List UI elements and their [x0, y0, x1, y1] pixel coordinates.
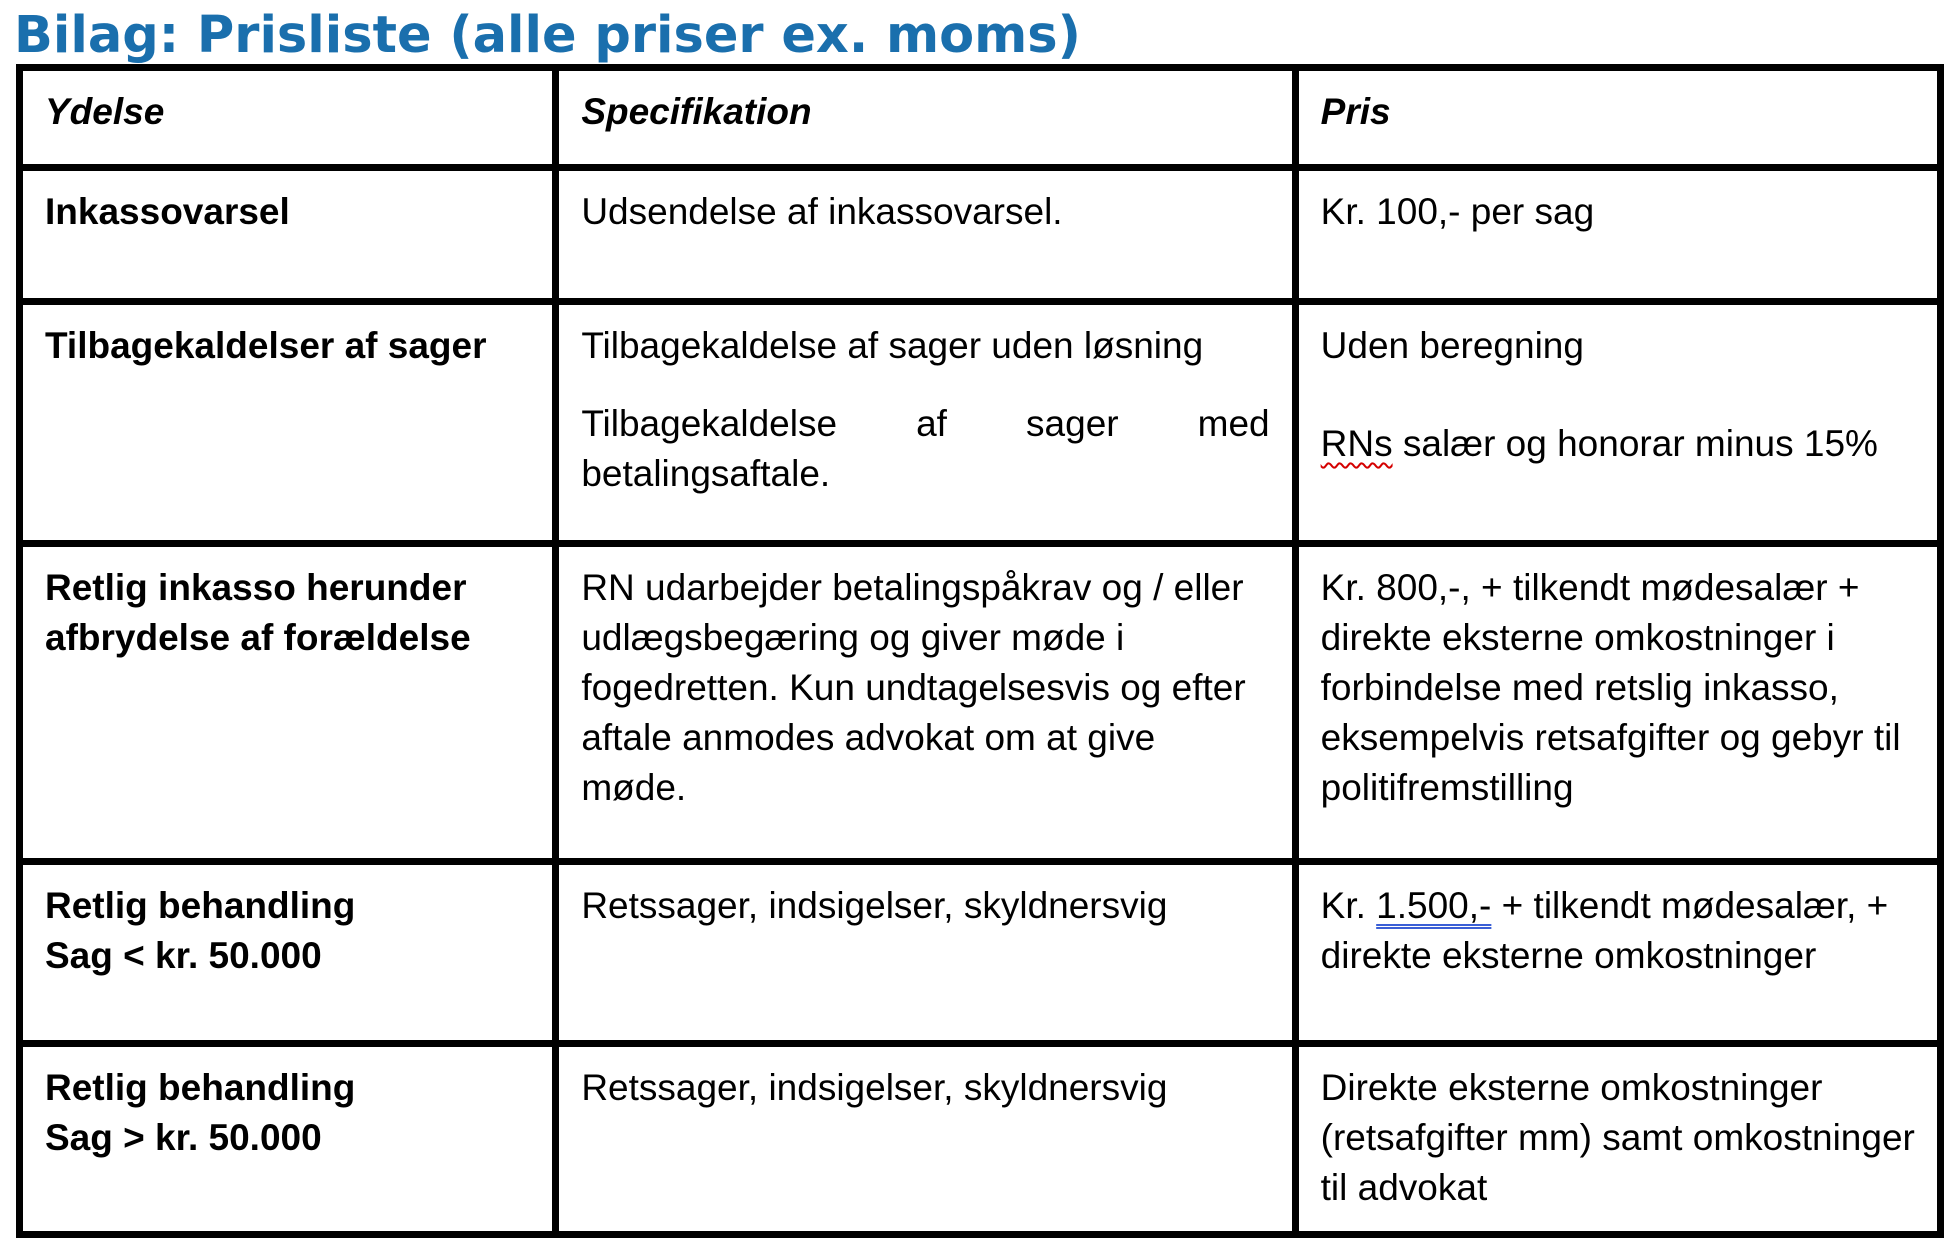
- specification-text: Udsendelse af inkassovarsel.: [581, 191, 1063, 232]
- service-text: Tilbagekaldelser af sager: [45, 325, 487, 366]
- service-text: Inkassovarsel: [45, 191, 290, 232]
- specification-text: Retssager, indsigelser, skyldnersvig: [581, 885, 1168, 926]
- specification-cell: [556, 1044, 1295, 1235]
- price-text: [1321, 419, 1915, 469]
- price-table: [16, 64, 1944, 1238]
- specification-text: Tilbagekaldelse af sager med betalingsaftale.: [581, 403, 1270, 494]
- price-text: [1321, 881, 1915, 981]
- price-cell: [1295, 168, 1940, 302]
- price-text: Uden beregning: [1320, 325, 1584, 366]
- specification-cell: [556, 862, 1295, 1044]
- service-cell: [20, 544, 556, 862]
- specification-text: RN udarbejder betalingspåkrav og / eller udlægsbegæring og giver møde i fogedretten. Kun undtagelsesvis og efter aftale anmodes advokat om at give møde.: [581, 567, 1246, 808]
- table-row: [20, 1044, 1941, 1235]
- service-text: Retlig behandling: [45, 1067, 356, 1108]
- service-cell: [20, 862, 556, 1044]
- price-text: Kr. 800,-, + tilkendt mødesalær + direkte eksterne omkostninger i forbindelse med retslig inkasso, eksempelvis retsafgifter og gebyr til politifremstilling: [1320, 567, 1901, 808]
- table-row: [20, 862, 1941, 1044]
- service-text: Sag > kr. 50.000: [45, 1117, 322, 1158]
- header-cell-specification: Specifikation: [556, 68, 1295, 168]
- specification-cell: [556, 168, 1295, 302]
- table-row: [20, 168, 1941, 302]
- table-row: [20, 302, 1941, 544]
- price-cell: [1295, 544, 1940, 862]
- price-text: Kr. 100,- per sag: [1320, 191, 1595, 232]
- price-text-prefix: Kr.: [1320, 885, 1366, 926]
- price-cell: [1295, 862, 1940, 1044]
- table-header-row: [20, 68, 1941, 168]
- table-row: [20, 544, 1941, 862]
- service-cell: [20, 302, 556, 544]
- price-text: Direkte eksterne omkostninger (retsafgifter mm) samt omkostninger til advokat: [1320, 1067, 1915, 1208]
- specification-cell: [556, 544, 1295, 862]
- specification-cell: [556, 302, 1295, 544]
- header-cell-service: Ydelse: [20, 68, 556, 168]
- price-text-rest: + tilkendt mødesalær, + direkte eksterne omkostninger: [1320, 885, 1889, 976]
- specification-text: Retssager, indsigelser, skyldnersvig: [581, 1067, 1168, 1108]
- price-cell: [1295, 302, 1940, 544]
- page-title: Bilag: Prisliste (alle priser ex. moms): [14, 6, 1081, 65]
- header-cell-price: Pris: [1295, 68, 1940, 168]
- service-text: Sag < kr. 50.000: [45, 935, 322, 976]
- grammar-flagged-amount: 1.500,-: [1376, 885, 1492, 926]
- price-text-rest: salær og honorar minus 15%: [1402, 423, 1878, 464]
- spellcheck-flagged-word: RNs: [1320, 423, 1393, 464]
- service-cell: [20, 1044, 556, 1235]
- specification-text: Tilbagekaldelse af sager uden løsning: [581, 325, 1204, 366]
- price-cell: [1295, 1044, 1940, 1235]
- service-text: Retlig behandling: [45, 885, 356, 926]
- service-cell: [20, 168, 556, 302]
- service-text: Retlig inkasso herunder afbrydelse af forældelse: [45, 567, 471, 658]
